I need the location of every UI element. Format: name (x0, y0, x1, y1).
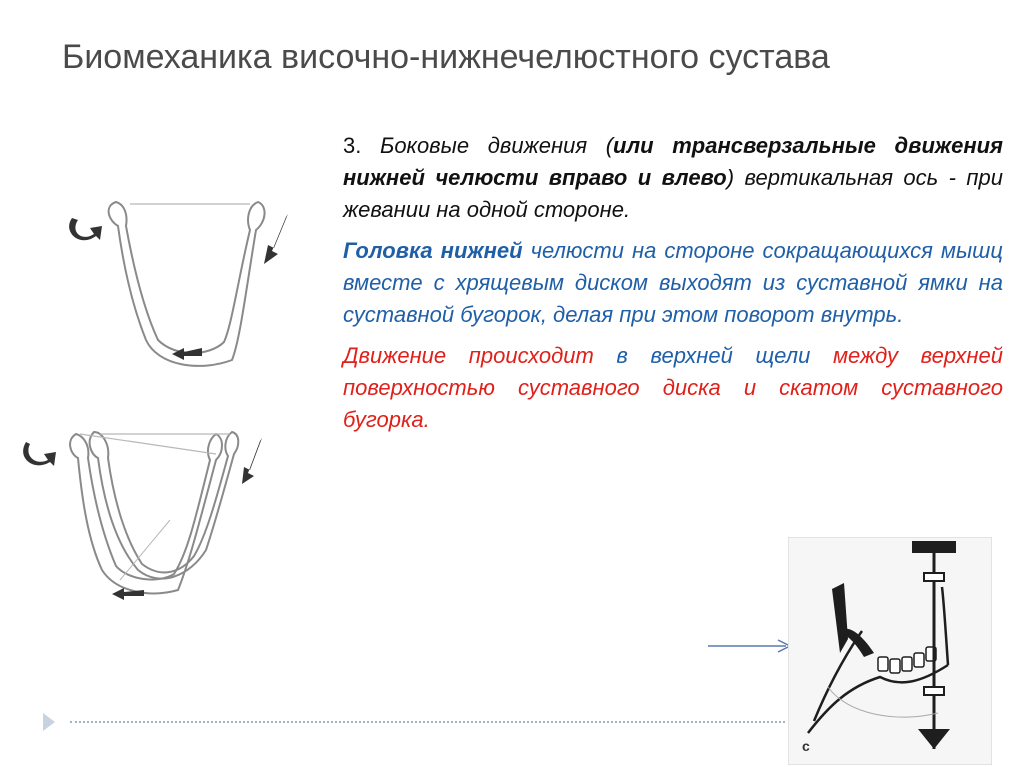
paragraph-blue-text: в верхней щели (616, 343, 811, 368)
paragraph-text: Боковые движения ( (361, 133, 614, 158)
down-arrow-icon (242, 438, 262, 484)
paragraph-movement (343, 340, 1003, 436)
paragraph-bold-text: Головка нижней (343, 238, 523, 263)
paragraph-number: 3. (343, 133, 362, 158)
divider (70, 721, 785, 723)
figure-label: c (802, 738, 810, 754)
mandible-photo (788, 537, 992, 765)
paragraph-text: челюсти на стороне сокращающихся мышц вместе с хрящевым диском выходят из суставной ямки на суставной бугорок, делая при этом поворот внутрь. (343, 238, 1003, 327)
page-title: Биомеханика височно-нижнечелюстного сустава (62, 38, 830, 76)
paragraph-text: ) вертикальная ось - при жевании на одной стороне. (343, 165, 1003, 222)
paragraph-red-text: между верхней поверхностью суставного диска и скатом суставного бугорка. (343, 343, 1003, 432)
curved-arrow-icon (69, 218, 102, 240)
down-arrow-icon (264, 214, 288, 264)
nav-triangle-icon[interactable] (40, 710, 58, 734)
pointer-arrow-icon (706, 636, 796, 656)
left-arrow-icon (172, 348, 202, 360)
paragraph-lateral-movements (343, 130, 1003, 226)
slide-text (343, 130, 1003, 445)
paragraph-red-text: Движение происходит (343, 343, 617, 368)
curved-arrow-icon (23, 442, 56, 466)
mandible-diagram-top (60, 190, 310, 390)
paragraph-bold-text: или трансверзальные движения нижней челюсти вправо и влево (343, 133, 1004, 190)
mandible-diagram-bottom (20, 420, 280, 610)
paragraph-condyle (343, 235, 1003, 331)
